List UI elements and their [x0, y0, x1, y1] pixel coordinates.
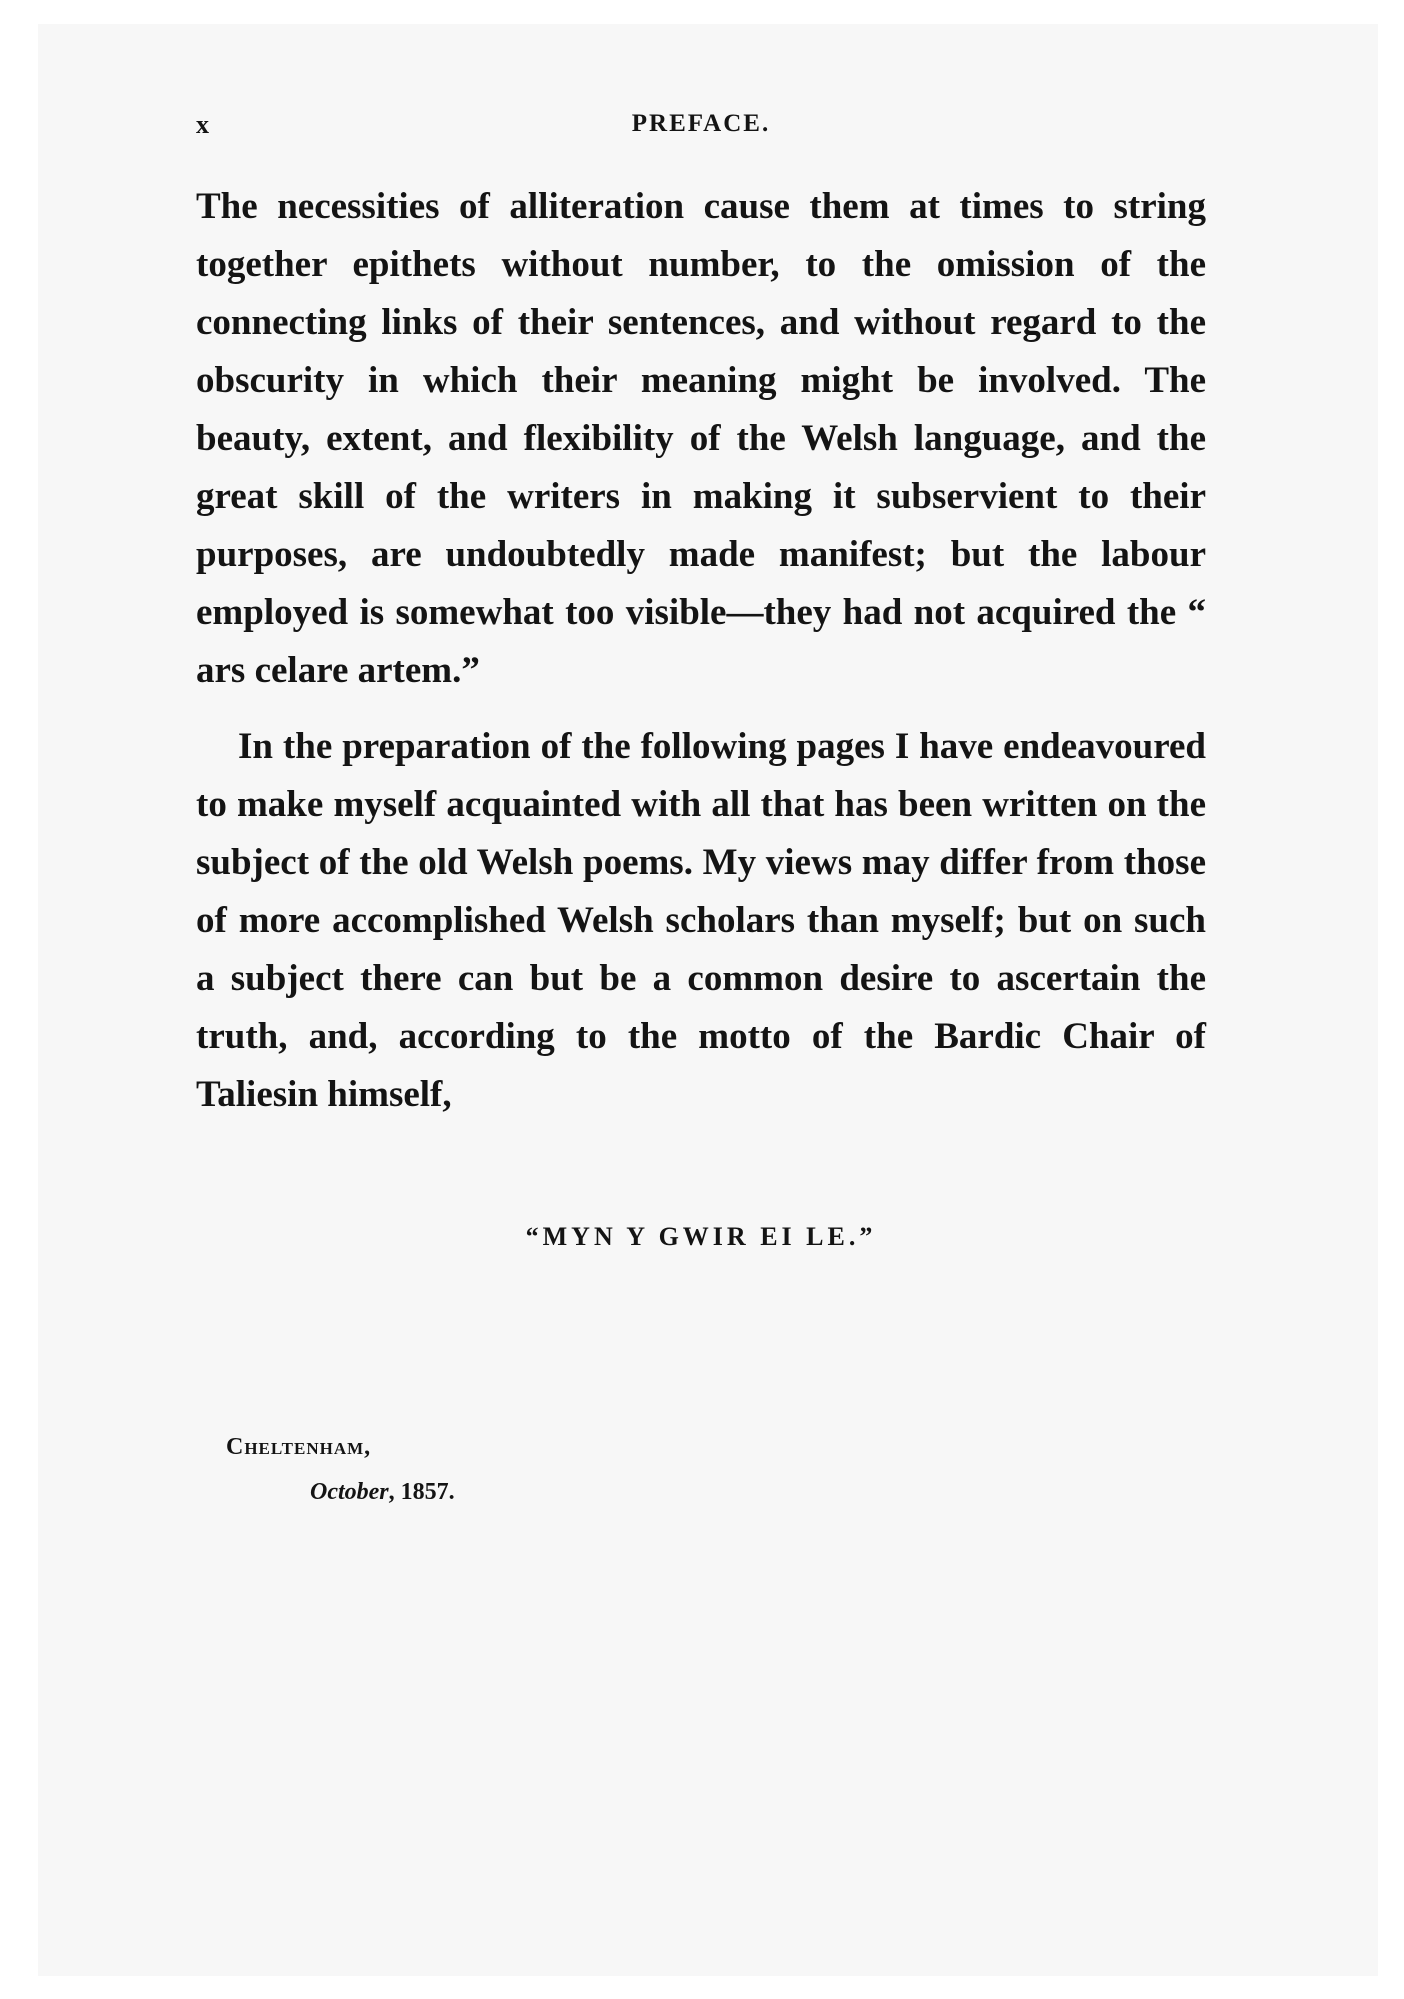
- page-header: [196, 110, 1206, 150]
- signature-date: [310, 1479, 455, 1506]
- paragraph: In the preparation of the following pages I have endeavoured to make myself acquainted with all that has been written on the subject of the old Welsh poems. My views may differ from those of more accomplished Welsh scholars than myself; but on such a subject there can but be a common desire to ascertain the truth, and, according to the motto of the Bardic Chair of Taliesin himself,: [196, 726, 1206, 1115]
- page-number: x: [196, 110, 210, 139]
- signature-month: October: [310, 1479, 389, 1505]
- motto: “MYN Y GWIR EI LE.”: [525, 1222, 877, 1251]
- signature-place: Cheltenham,: [226, 1434, 372, 1460]
- body-text: [196, 178, 1206, 1124]
- running-head: PREFACE.: [631, 110, 771, 137]
- paragraph: The necessities of alliteration cause them at times to string together epithets without number, to the omission of the connecting links of their sentences, and without regard to the obscurity in which their meaning might be involved. The beauty, extent, and flexibility of the Welsh language, and the great skill of the writers in making it subservient to their purposes, are undoubtedly made manifest; but the labour employed is somewhat too visible—they had not acquired the “ ars celare artem.”: [196, 186, 1206, 691]
- signature-year: , 1857.: [388, 1479, 455, 1505]
